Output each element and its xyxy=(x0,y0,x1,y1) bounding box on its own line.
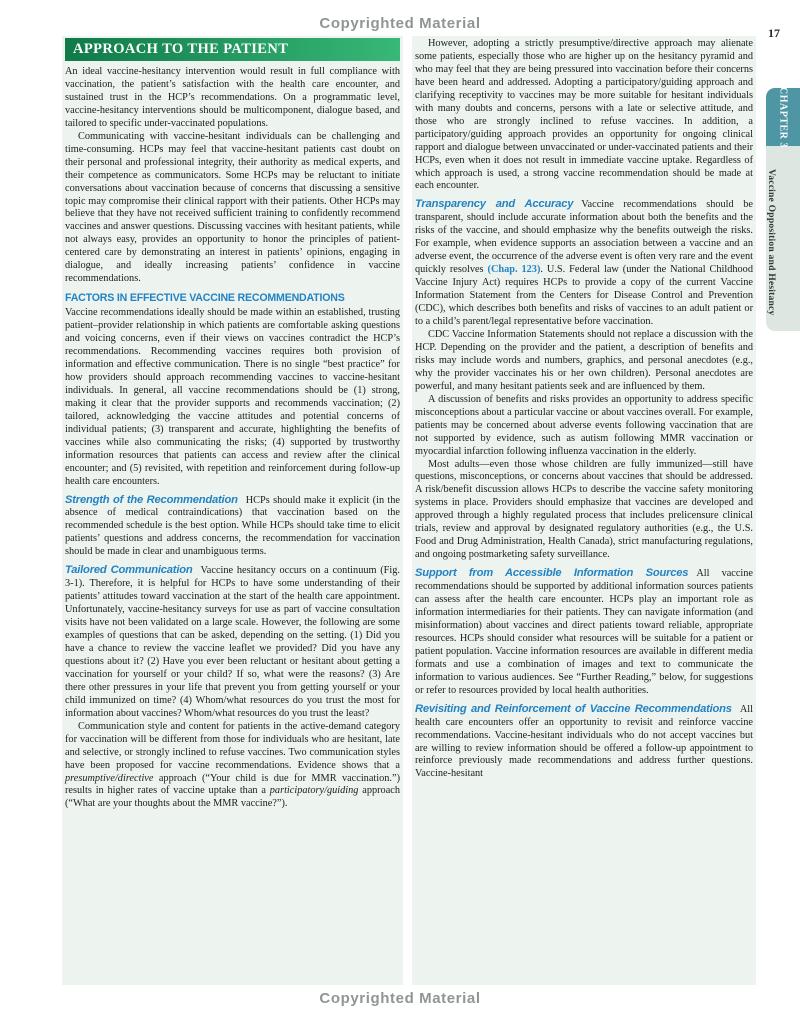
paragraph: Vaccine recommendations ideally should be made within an established, trusting patient–provider relationship in which patients are comfortable asking questions and voicing concerns, even if their views on vaccines contradict the HCP’s recommendations. Recommending vaccines requires both provision of information and effective communication. There is no single “best practice” for how providers should approach recommending vaccines to vaccine-hesitant individuals. In general, all vaccine recommendations should be (1) strong, making it clear that the provider supports and recommends vaccination; (2) tailored, acknowledging the vaccine attitudes and potential concerns of individual patients; (3) transparent and accurate, highlighting the benefits of vaccines while also communicating the risks; (4) supported by trustworthy information resources that patients can access and review after the clinical encounter; and (5) revisited, with repetition and reinforcement during follow-up health care encounters. xyxy=(65,307,400,487)
chapter-side-tab xyxy=(766,88,800,331)
paragraph: Most adults—even those whose children are fully immunized—still have questions, misconceptions, or concerns about vaccines that should be addressed. A risk/benefit discussion allows HCPs to describe the vaccine safety monitoring systems in place. Providers should emphasize that vaccines are developed and approved through a highly regulated process that includes prelicensure clinical trials, review and approval by designated regulatory authorities (e.g., the U.S. Food and Drug Administration, Health Canada), strict manufacturing regulations, and ongoing postmarketing safety surveillance. xyxy=(415,458,753,561)
watermark-bottom: Copyrighted Material xyxy=(319,990,481,1007)
paragraph: Transparency and Accuracy Vaccine recommendations should be transparent, should include accurate information about both the benefits and the risks of the vaccine, and should emphasize why the benefits outweigh the risks. For example, when evidence supports an association between a vaccine and an adverse event, the occurrence of the adverse event is often very rare and the event quickly resolves (Chap. 123). U.S. Federal law (under the National Childhood Vaccine Injury Act) requires HCPs to provide a copy of the current Vaccine Information Statement from the Centers for Disease Control and Prevention (CDC), which describes both benefits and risks of vaccines to an adult patient or to a child’s parent/legal representative before vaccination. xyxy=(415,198,753,328)
page-number: 17 xyxy=(768,26,780,40)
runin-heading: Transparency and Accuracy xyxy=(415,198,574,211)
paragraph: However, adopting a strictly presumptive/directive approach may alienate some patients, especially those who are higher up on the hesitancy pyramid and who may feel that they are being pressured into vaccination before their concerns have been heard and addressed. Adopting a participatory/guiding approach and clarifying receptivity to vaccines may be more suitable for hesitant individuals with many doubts and concerns, persons with a late or selective attitude, and those who are strongly inclined to refuse vaccines. In addition, a participatory/guiding approach provides an opportunity for ongoing clinical rapport and dialogue between unvaccinated or under-vaccinated patients and their HCPs, even when it does not result in immediate vaccine uptake. Regardless of which approach is used, a strong vaccine recommendation should be made at each encounter. xyxy=(415,38,753,192)
chapter-title: Vaccine Opposition and Hesitancy xyxy=(766,168,777,316)
left-column xyxy=(62,36,403,985)
chapter-label-tab xyxy=(766,88,800,146)
runin-heading: Revisiting and Reinforcement of Vaccine Recommendations xyxy=(415,702,732,715)
section-banner: APPROACH TO THE PATIENT xyxy=(65,38,400,61)
paragraph: A discussion of benefits and risks provides an opportunity to address specific misconceptions about a particular vaccine or about vaccines overall. For example, patients may be concerned about adverse events following vaccination that are not supported by evidence, such as autism following MMR vaccination or myocardial infarction following influenza vaccination in the elderly. xyxy=(415,393,753,457)
paragraph: Support from Accessible Information Sources All vaccine recommendations should be supported by additional information sources patients can assess after the health care encounter. HCPs play an important role as information intermediaries for their patients. They can navigate information (and misinformation) about vaccines and direct patients toward reliable, appropriate resources. HCPs should consider what resources will be suitable for a patient or patient population. Vaccine information resources are available in different media formats and use a combination of images and text to communicate the information to various audiences. See “Further Reading,” below, for suggestions or refer to resources provided by local health authorities. xyxy=(415,567,754,696)
paragraph: CDC Vaccine Information Statements should not replace a discussion with the HCP. Depending on the provider and the patient, a description of benefits and risks may include words and numbers, graphics, and personal anecdotes (e.g., why the provider vaccinates his or her own children). Personal anecdotes are powerful, and many hesitant patients seek and are influenced by them. xyxy=(415,328,753,392)
paragraph: Strength of the Recommendation HCPs should make it explicit (in the absence of medical contraindications) that vaccination based on the recommended schedule is the best option. While HCPs should take time to elicit patients’ questions and address concerns, the recommendation for vaccination should be made in clear and unambiguous terms. xyxy=(65,493,400,558)
runin-heading: Strength of the Recommendation xyxy=(65,493,238,506)
paragraph: Revisiting and Reinforcement of Vaccine Recommendations All health care encounters offer an opportunity to revisit and reinforce vaccine recommendations. Vaccine-hesitant individuals who do not accept vaccines but are willing to review information should be offered a follow-up appointment to reinforce previously made recommendations and address further questions. Vaccine-hesitant xyxy=(415,702,753,780)
paragraph: Communication style and content for patients in the active-demand category for vaccination will be different from those for individuals who are hesitant, late and selective, or strongly inclined to refuse vaccines. Two communication styles have been proposed for vaccine recommendations. Evidence shows that a presumptive/directive approach (“Your child is due for MMR vaccination.”) results in higher rates of vaccine uptake than a participatory/guiding approach (“What are your thoughts about the MMR vaccine?”). xyxy=(65,720,400,810)
chapter-label: CHAPTER 3 xyxy=(777,86,789,148)
chapter-ref-link: (Chap. 123) xyxy=(487,264,541,276)
runin-heading: Tailored Communication xyxy=(65,564,193,577)
paragraph: Tailored Communication Vaccine hesitancy occurs on a continuum (Fig. 3-1). Therefore, it is helpful for HCPs to have some understanding of their patients’ attitudes toward vaccination at the start of the health care appointment. Unfortunately, vaccine-hesitancy surveys for use as part of vaccine consultation visits have not been validated on a large scale. However, the following are some examples of questions that can be asked, depending on the setting. (1) Did you have a chance to review the vaccine leaflet we provided? Did you have any questions about it? (2) Have you ever been reluctant or hesitant about getting a vaccination for yourself or your child? If so, what were the reasons? (3) Are there other pressures in your life that prevent you from getting yourself or your child immunized on time? (4) Whom/what resources do you trust the most for information about vaccines? Whom/what resources do you trust the least? xyxy=(65,564,400,719)
italic-text: presumptive/directive xyxy=(65,772,154,784)
paragraph: An ideal vaccine-hesitancy intervention would result in full compliance with vaccination, the patient’s satisfaction with the health care encounter, and sustained trust in the HCP’s recommendations. On a programmatic level, vaccine-hesitancy interventions should be multicomponent, dialogue based, and tailored to specific under-vaccinated populations. xyxy=(65,66,400,129)
runin-heading: Support from Accessible Information Sources xyxy=(415,567,689,580)
watermark-top: Copyrighted Material xyxy=(319,15,481,32)
right-column xyxy=(412,36,756,985)
chapter-title-tab xyxy=(766,146,800,331)
italic-text: participatory/guiding xyxy=(269,785,359,797)
paragraph: Communicating with vaccine-hesitant individuals can be challenging and time-consuming. HCPs may feel that vaccine-hesitant patients cast doubt on their personal and professional integrity, their authority as medical experts, and their competence as communicators. Some HCPs may be reluctant to initiate conversations about vaccination because of concerns that discussing a sensitive topic may compromise their clinical rapport with their patients. Other HCPs may believe that they have not received sufficient training to confidently recommend vaccines and answer questions. Discussing vaccines with hesitant patients, while not always easy, provides an opportunity to honor the principles of patient-centered care by demonstrating an interest in patients’ opinions, engaging in dialogue, and ideally increasing patients’ confidence in vaccine recommendations. xyxy=(65,130,400,285)
section-heading: FACTORS IN EFFECTIVE VACCINE RECOMMENDATIONS xyxy=(65,292,345,305)
